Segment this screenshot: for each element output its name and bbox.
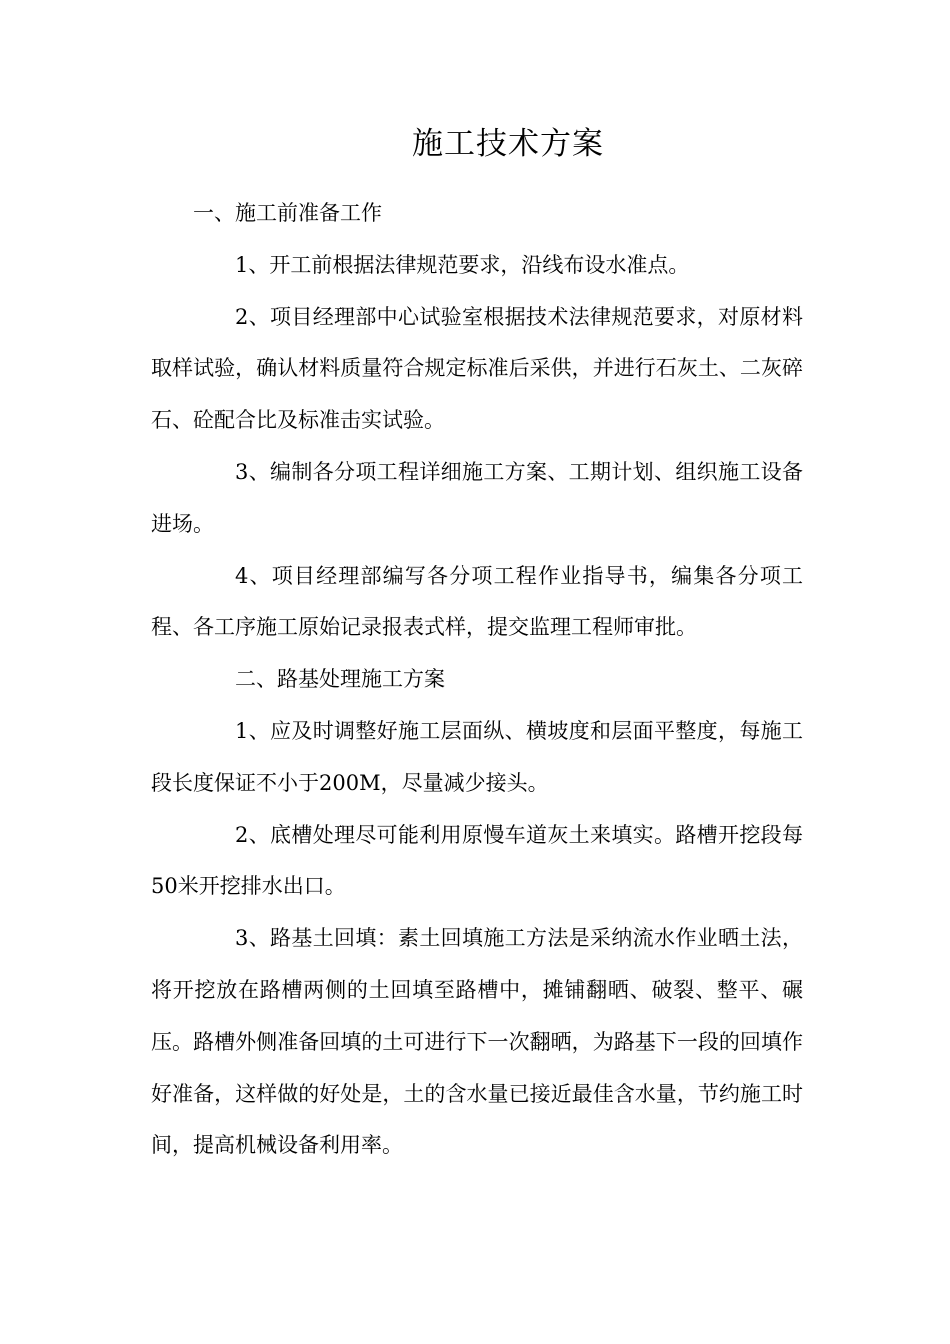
paragraph-1-1: 1、开工前根据法律规范要求，沿线布设水准点。 xyxy=(235,252,690,277)
paragraph-1-4: 4、项目经理部编写各分项工程作业指导书，编集各分项工程、各工序施工原始记录报表式样，提交监理工程师审批。 xyxy=(151,563,803,640)
paragraph-1-3: 3、编制各分项工程详细施工方案、工期计划、组织施工设备进场。 xyxy=(151,459,803,536)
document-body xyxy=(151,188,803,1172)
section-heading-2: 二、路基处理施工方案 xyxy=(235,667,445,692)
paragraph-2-2: 2、底槽处理尽可能利用原慢车道灰土来填实。路槽开挖段每50米开挖排水出口。 xyxy=(151,822,803,899)
document-title: 施工技术方案 xyxy=(412,126,604,162)
paragraph-2-1: 1、应及时调整好施工层面纵、横坡度和层面平整度，每施工段长度保证不小于200M，尽量减少接头。 xyxy=(151,718,803,795)
paragraph-1-2: 2、项目经理部中心试验室根据技术法律规范要求，对原材料取样试验，确认材料质量符合规定标准后采供，并进行石灰土、二灰碎石、砼配合比及标准击实试验。 xyxy=(151,304,803,433)
section-heading-1: 一、施工前准备工作 xyxy=(193,201,382,225)
paragraph-2-3: 3、路基土回填：素土回填施工方法是采纳流水作业晒土法，将开挖放在路槽两侧的土回填至路槽中，摊铺翻晒、破裂、整平、碾压。路槽外侧准备回填的土可进行下一次翻晒，为路基下一段的回填作好准备，这样做的好处是，土的含水量已接近最佳含水量，节约施工时间，提高机械设备利用率。 xyxy=(151,926,803,1158)
